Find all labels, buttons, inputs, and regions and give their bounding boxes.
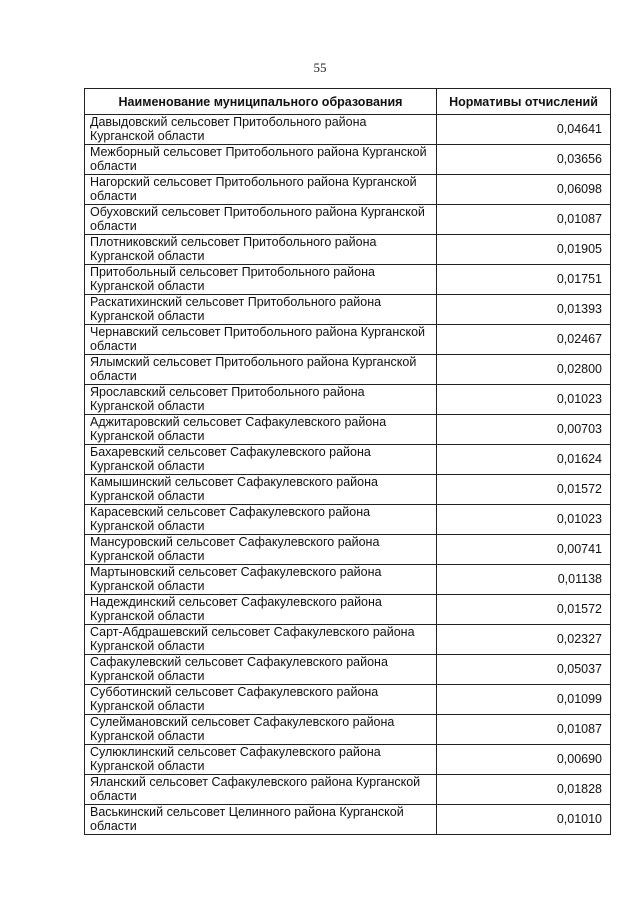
municipality-name-cell: Надеждинский сельсовет Сафакулевского района Курганской области — [85, 595, 437, 625]
table-row — [85, 295, 611, 325]
table-header-row — [85, 89, 611, 115]
deduction-norm-cell: 0,05037 — [437, 655, 611, 685]
column-header-value: Нормативы отчислений — [437, 89, 611, 115]
municipality-name-cell: Сафакулевский сельсовет Сафакулевского района Курганской области — [85, 655, 437, 685]
table-row — [85, 355, 611, 385]
deduction-norm-cell: 0,06098 — [437, 175, 611, 205]
municipality-name-cell: Мансуровский сельсовет Сафакулевского района Курганской области — [85, 535, 437, 565]
deduction-norm-cell: 0,02800 — [437, 355, 611, 385]
municipality-name-cell: Васькинский сельсовет Целинного района Курганской области — [85, 805, 437, 835]
table-row — [85, 775, 611, 805]
deduction-norm-cell: 0,01087 — [437, 205, 611, 235]
municipality-name-cell: Камышинский сельсовет Сафакулевского района Курганской области — [85, 475, 437, 505]
municipality-name-cell: Сарт-Абдрашевский сельсовет Сафакулевского района Курганской области — [85, 625, 437, 655]
deduction-norm-cell: 0,01751 — [437, 265, 611, 295]
table-row — [85, 595, 611, 625]
deduction-norm-cell: 0,01828 — [437, 775, 611, 805]
municipality-name-cell: Мартыновский сельсовет Сафакулевского района Курганской области — [85, 565, 437, 595]
municipality-name-cell: Чернавский сельсовет Притобольного района Курганской области — [85, 325, 437, 355]
table-row — [85, 475, 611, 505]
municipality-name-cell: Притобольный сельсовет Притобольного района Курганской области — [85, 265, 437, 295]
table-body — [85, 115, 611, 835]
table-row — [85, 805, 611, 835]
municipality-name-cell: Обуховский сельсовет Притобольного района Курганской области — [85, 205, 437, 235]
municipality-name-cell: Нагорский сельсовет Притобольного района Курганской области — [85, 175, 437, 205]
table-row — [85, 145, 611, 175]
deduction-norm-cell: 0,01393 — [437, 295, 611, 325]
municipality-name-cell: Давыдовский сельсовет Притобольного района Курганской области — [85, 115, 437, 145]
deduction-norm-cell: 0,01138 — [437, 565, 611, 595]
deduction-norm-cell: 0,01087 — [437, 715, 611, 745]
deduction-norm-cell: 0,01023 — [437, 505, 611, 535]
table-row — [85, 415, 611, 445]
table-row — [85, 715, 611, 745]
table-row — [85, 235, 611, 265]
municipality-name-cell: Карасевский сельсовет Сафакулевского района Курганской области — [85, 505, 437, 535]
municipality-name-cell: Сулюклинский сельсовет Сафакулевского района Курганской области — [85, 745, 437, 775]
table-row — [85, 115, 611, 145]
municipality-name-cell: Ярославский сельсовет Притобольного района Курганской области — [85, 385, 437, 415]
municipality-name-cell: Яланский сельсовет Сафакулевского района Курганской области — [85, 775, 437, 805]
deduction-norm-cell: 0,04641 — [437, 115, 611, 145]
deduction-norm-cell: 0,01905 — [437, 235, 611, 265]
deduction-norm-cell: 0,01023 — [437, 385, 611, 415]
table-row — [85, 325, 611, 355]
deduction-norm-cell: 0,01099 — [437, 685, 611, 715]
table-row — [85, 625, 611, 655]
table-row — [85, 655, 611, 685]
deduction-norm-cell: 0,01624 — [437, 445, 611, 475]
deduction-norm-cell: 0,01572 — [437, 475, 611, 505]
municipality-name-cell: Бахаревский сельсовет Сафакулевского района Курганской области — [85, 445, 437, 475]
deduction-norm-cell: 0,03656 — [437, 145, 611, 175]
municipality-name-cell: Сулеймановский сельсовет Сафакулевского района Курганской области — [85, 715, 437, 745]
table-row — [85, 745, 611, 775]
deduction-norm-cell: 0,02467 — [437, 325, 611, 355]
deduction-norm-cell: 0,01572 — [437, 595, 611, 625]
municipality-name-cell: Раскатихинский сельсовет Притобольного района Курганской области — [85, 295, 437, 325]
deduction-norm-cell: 0,00703 — [437, 415, 611, 445]
table-row — [85, 685, 611, 715]
page-number: 55 — [313, 60, 327, 75]
table-row — [85, 175, 611, 205]
norms-table — [84, 88, 611, 835]
table-row — [85, 385, 611, 415]
municipality-name-cell: Субботинский сельсовет Сафакулевского района Курганской области — [85, 685, 437, 715]
municipality-name-cell: Межборный сельсовет Притобольного района Курганской области — [85, 145, 437, 175]
table-row — [85, 445, 611, 475]
deduction-norm-cell: 0,01010 — [437, 805, 611, 835]
deduction-norm-cell: 0,00690 — [437, 745, 611, 775]
column-header-name: Наименование муниципального образования — [85, 89, 437, 115]
municipality-name-cell: Плотниковский сельсовет Притобольного района Курганской области — [85, 235, 437, 265]
table-row — [85, 505, 611, 535]
municipality-name-cell: Ялымский сельсовет Притобольного района Курганской области — [85, 355, 437, 385]
table-row — [85, 535, 611, 565]
table-row — [85, 205, 611, 235]
table-row — [85, 565, 611, 595]
municipality-name-cell: Аджитаровский сельсовет Сафакулевского района Курганской области — [85, 415, 437, 445]
table-row — [85, 265, 611, 295]
deduction-norm-cell: 0,00741 — [437, 535, 611, 565]
deduction-norm-cell: 0,02327 — [437, 625, 611, 655]
